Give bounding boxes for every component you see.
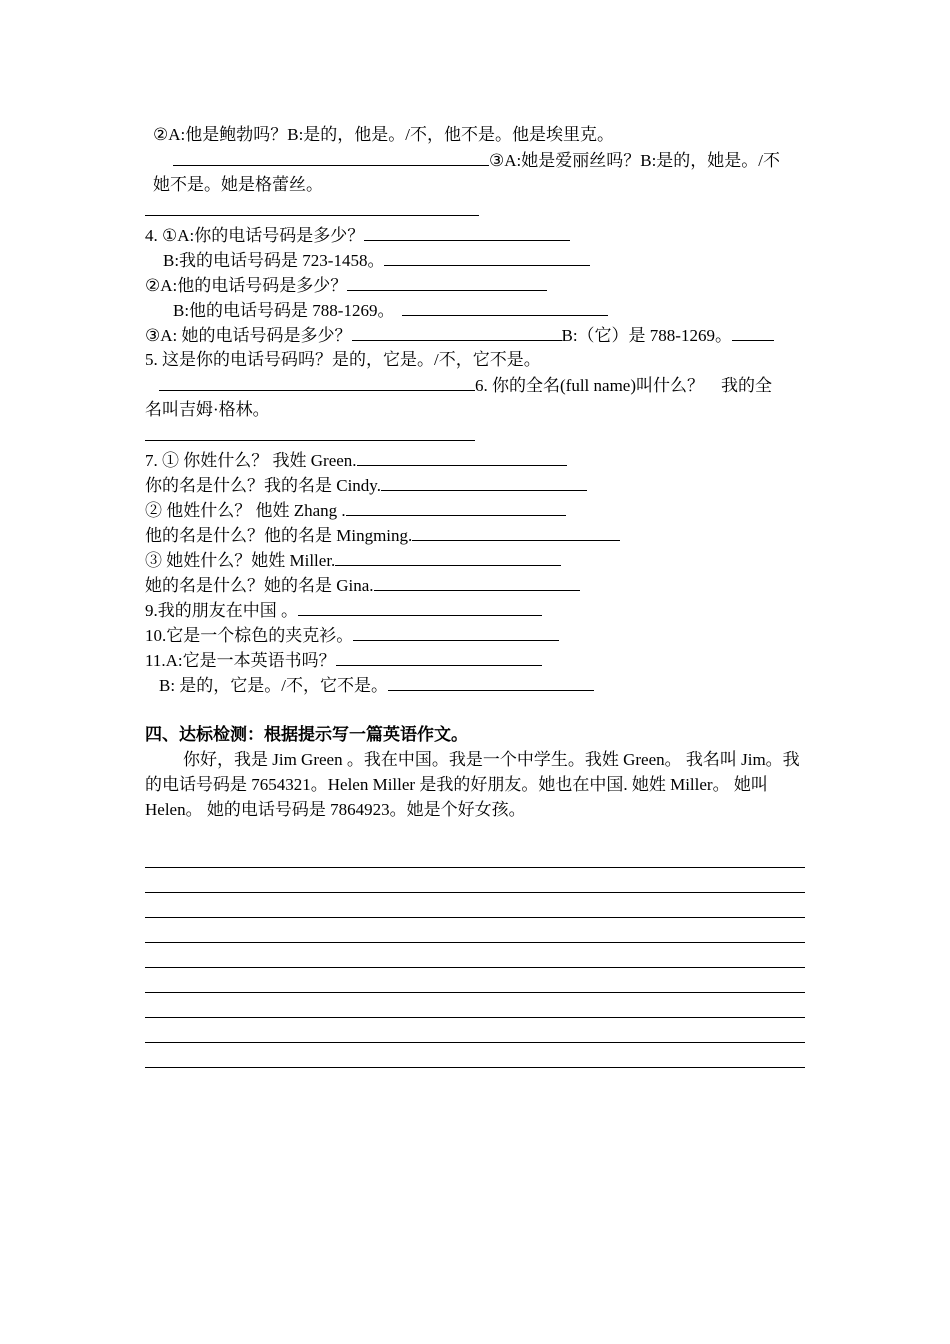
q4-a2-line bbox=[145, 272, 807, 297]
q11-a-text: 11.A:它是一本英语书吗？ bbox=[145, 651, 336, 670]
q4-a1-text: 4. ①A:你的电话号码是多少？ bbox=[145, 226, 365, 245]
answer-blank-q4-a1[interactable] bbox=[364, 222, 570, 241]
q4-b1-line bbox=[145, 247, 807, 272]
q7-l6-line bbox=[145, 572, 807, 597]
writing-line[interactable] bbox=[145, 968, 805, 993]
q6-answer-line bbox=[145, 422, 807, 447]
writing-line[interactable] bbox=[145, 943, 805, 968]
q11-a-line bbox=[145, 647, 807, 672]
section4-prompt bbox=[145, 747, 807, 822]
q7-l2-line bbox=[145, 472, 807, 497]
q7-l3-text: ② 他姓什么？ 他姓 Zhang . bbox=[145, 501, 346, 520]
writing-line[interactable] bbox=[145, 893, 805, 918]
q4-a2-text: ②A:他的电话号码是多少？ bbox=[145, 276, 348, 295]
writing-line[interactable] bbox=[145, 993, 805, 1018]
q9-line bbox=[145, 597, 807, 622]
q7-l6-text: 她的名是什么？她的名是 Gina. bbox=[145, 576, 374, 595]
answer-blank-q9[interactable] bbox=[298, 597, 542, 616]
q7-l1-line bbox=[145, 447, 807, 472]
q7-l4-line bbox=[145, 522, 807, 547]
q3-answer-line bbox=[145, 197, 807, 222]
answer-blank-q4-b2[interactable] bbox=[402, 297, 608, 316]
answer-blank-q5[interactable] bbox=[159, 372, 475, 391]
q7-l3-line bbox=[145, 497, 807, 522]
answer-blank-q4-a3[interactable] bbox=[352, 322, 562, 341]
answer-blank-q11-b[interactable] bbox=[388, 672, 594, 691]
section4-heading: 四、达标检测：根据提示写一篇英语作文。 bbox=[145, 725, 468, 744]
q10-text: 10.它是一个棕色的夹克衫。 bbox=[145, 626, 354, 645]
q5-text: 5. 这是你的电话号码吗？是的，它是。/不，它不是。 bbox=[145, 350, 541, 369]
writing-line[interactable] bbox=[145, 868, 805, 893]
q3-item2-text: ②A:他是鲍勃吗？B:是的，他是。/不，他不是。他是埃里克。 bbox=[153, 125, 615, 144]
writing-line[interactable] bbox=[145, 1043, 805, 1068]
q4-b1-text: B:我的电话号码是 723-1458。 bbox=[163, 251, 385, 270]
q3-item3-cont-text: 她不是。她是格蕾丝。 bbox=[153, 175, 323, 194]
answer-blank-q10[interactable] bbox=[353, 622, 559, 641]
q7-l1-text: 7. ① 你姓什么？ 我姓 Green. bbox=[145, 451, 357, 470]
answer-blank-q7-2[interactable] bbox=[381, 472, 587, 491]
q11-b-text: B: 是的，它是。/不，它不是。 bbox=[159, 676, 389, 695]
q7-l5-text: ③ 她姓什么？她姓 Miller. bbox=[145, 551, 336, 570]
section4-prompt-text: 你好，我是 Jim Green 。我在中国。我是一个中学生。我姓 Green。 我名叫 Jim。我的电话号码是 7654321。Helen Miller 是我的好朋友。她也在中国. 她姓 Miller。 她叫 Helen。 她的电话号码是 7864923。她是个好女孩。 bbox=[145, 750, 800, 819]
q11-b-line bbox=[145, 672, 807, 697]
q4-b2-text: B:他的电话号码是 788-1269。 bbox=[173, 301, 395, 320]
q10-line bbox=[145, 622, 807, 647]
writing-line[interactable] bbox=[145, 843, 805, 868]
q3-item3-line bbox=[145, 147, 807, 172]
q4-a1-line bbox=[145, 222, 807, 247]
answer-blank-q7-1[interactable] bbox=[357, 447, 567, 466]
q7-l2-text: 你的名是什么？我的名是 Cindy. bbox=[145, 476, 381, 495]
q3-item3-text: ③A:她是爱丽丝吗？B:是的，她是。/不 bbox=[489, 151, 781, 170]
q3-item2-line bbox=[145, 122, 807, 147]
answer-blank-q4-b1[interactable] bbox=[384, 247, 590, 266]
answer-blank-q4-b3[interactable] bbox=[732, 322, 774, 341]
answer-blank-q6[interactable] bbox=[145, 422, 475, 441]
q5-line bbox=[145, 347, 807, 372]
answer-blank-q7-3[interactable] bbox=[346, 497, 566, 516]
q6-cont-line bbox=[145, 397, 807, 422]
q9-text: 9.我的朋友在中国 。 bbox=[145, 601, 298, 620]
q7-l5-line bbox=[145, 547, 807, 572]
q4-a3-line bbox=[145, 322, 807, 347]
answer-blank-q4-a2[interactable] bbox=[347, 272, 547, 291]
writing-line[interactable] bbox=[145, 918, 805, 943]
q6-cont-text: 名叫吉姆·格林。 bbox=[145, 400, 270, 419]
q4-b3-text: B:（它）是 788-1269。 bbox=[561, 326, 732, 345]
q6-text: 6. 你的全名(full name)叫什么？ 我的全 bbox=[475, 376, 772, 395]
q5-q6-line bbox=[145, 372, 807, 397]
q4-b2-line bbox=[145, 297, 807, 322]
answer-blank-q11-a[interactable] bbox=[336, 647, 542, 666]
q7-l4-text: 他的名是什么？他的名是 Mingming. bbox=[145, 526, 413, 545]
answer-blank-q3-2[interactable] bbox=[173, 147, 489, 166]
q3-item3-cont-line bbox=[145, 172, 807, 197]
answer-blank-q7-4[interactable] bbox=[412, 522, 620, 541]
worksheet-page bbox=[145, 122, 807, 1068]
answer-blank-q7-5[interactable] bbox=[335, 547, 561, 566]
q4-a3-text: ③A: 她的电话号码是多少？ bbox=[145, 326, 352, 345]
composition-lines bbox=[145, 843, 807, 1068]
answer-blank-q7-6[interactable] bbox=[374, 572, 580, 591]
writing-line[interactable] bbox=[145, 1018, 805, 1043]
answer-blank-q3-3[interactable] bbox=[145, 197, 479, 216]
